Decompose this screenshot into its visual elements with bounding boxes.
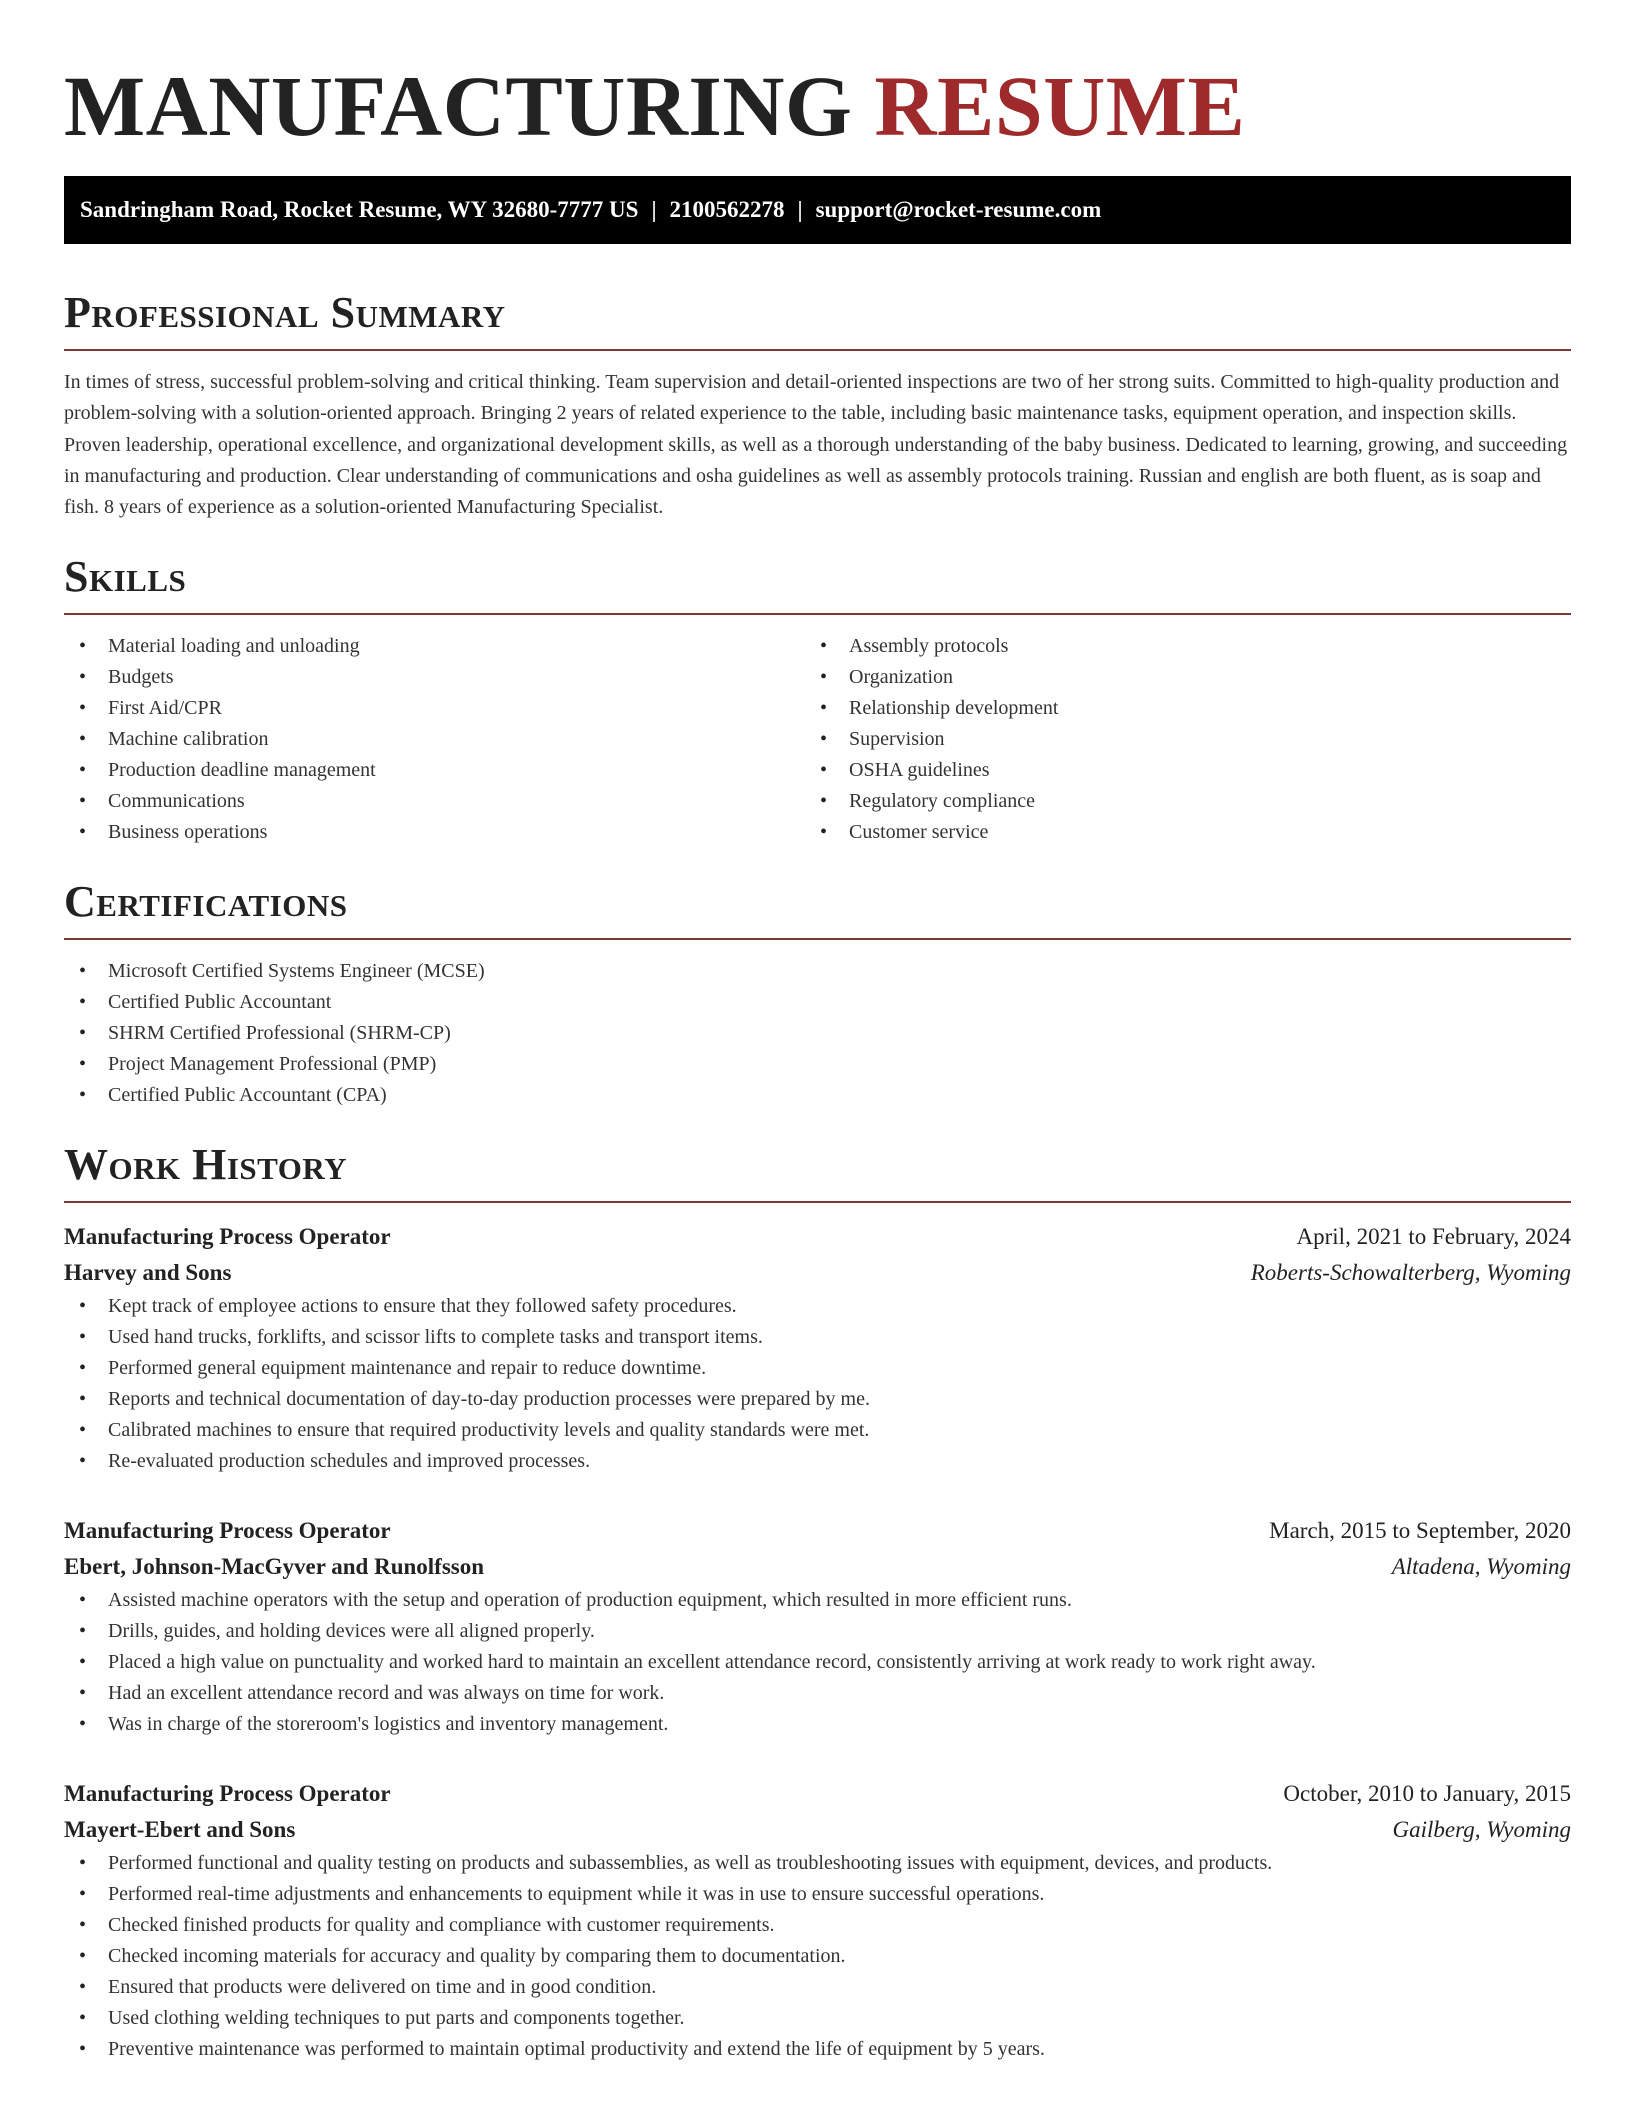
job-entry <box>64 1513 1571 1740</box>
skill-item: • OSHA guidelines <box>805 755 1546 786</box>
job-bullet: • Preventive maintenance was performed to maintain optimal productivity and extend the life of equipment by 5 years. <box>64 2034 1571 2065</box>
certification-item: • Certified Public Accountant <box>64 987 1571 1018</box>
contact-email[interactable]: support@rocket-resume.com <box>815 197 1102 222</box>
job-bullet: • Checked incoming materials for accuracy and quality by comparing them to documentation. <box>64 1941 1571 1972</box>
job-bullet: • Performed general equipment maintenance and repair to reduce downtime. <box>64 1353 1571 1384</box>
contact-bar <box>64 176 1571 244</box>
skill-item: • Business operations <box>64 817 805 848</box>
skill-item: • First Aid/CPR <box>64 693 805 724</box>
skill-item: • Organization <box>805 662 1546 693</box>
job-bullet: • Calibrated machines to ensure that required productivity levels and quality standards were met. <box>64 1415 1571 1446</box>
title-main: MANUFACTURING <box>64 58 853 154</box>
section-title-work-history: Work History <box>64 1140 348 1190</box>
contact-separator: | <box>651 197 657 222</box>
contact-phone: 2100562278 <box>669 197 785 222</box>
job-bullet: • Checked finished products for quality and compliance with customer requirements. <box>64 1910 1571 1941</box>
contact-separator: | <box>797 197 803 222</box>
job-bullet: • Kept track of employee actions to ensure that they followed safety procedures. <box>64 1291 1571 1322</box>
job-dates: October, 2010 to January, 2015 <box>1283 1781 1571 1807</box>
job-dates: March, 2015 to September, 2020 <box>1269 1518 1571 1544</box>
job-bullet: • Drills, guides, and holding devices were all aligned properly. <box>64 1616 1571 1647</box>
contact-address: Sandringham Road, Rocket Resume, WY 32680-7777 US <box>80 197 639 222</box>
skills-list-right <box>805 631 1546 848</box>
skill-item: • Material loading and unloading <box>64 631 805 662</box>
certification-item: • Project Management Professional (PMP) <box>64 1049 1571 1080</box>
job-bullet: • Reports and technical documentation of day-to-day production processes were prepared by me. <box>64 1384 1571 1415</box>
skill-item: • Supervision <box>805 724 1546 755</box>
section-title-summary: Professional Summary <box>64 288 506 337</box>
job-bullet: • Used hand trucks, forklifts, and scissor lifts to complete tasks and transport items. <box>64 1322 1571 1353</box>
summary-text: In times of stress, successful problem-solving and critical thinking. Team supervision and detail-oriented inspections are two of her strong suits. Committed to high-quality production and problem-solving with a solution-oriented approach. Bringing 2 years of related experience to the table, including basic maintenance tasks, equipment operation, and inspection skills. Proven leadership, operational excellence, and organizational development skills, as well as a thorough understanding of the baby business. Dedicated to learning, growing, and succeeding in manufacturing and production. Clear understanding of communications and osha guidelines as well as assembly protocols training. Russian and english are both fluent, as is soap and fish. 8 years of experience as a solution-oriented Manufacturing Specialist. <box>64 371 1568 519</box>
summary-section <box>64 285 1571 523</box>
section-divider <box>64 1201 1571 1203</box>
job-bullet: • Had an excellent attendance record and was always on time for work. <box>64 1678 1571 1709</box>
job-title: Manufacturing Process Operator <box>64 1518 391 1544</box>
skills-grid <box>64 631 1571 848</box>
section-title-skills: Skills <box>64 552 187 602</box>
job-header-row <box>64 1776 1571 1812</box>
skill-item: • Production deadline management <box>64 755 805 786</box>
certification-item: • Certified Public Accountant (CPA) <box>64 1080 1571 1111</box>
job-bullet: • Used clothing welding techniques to put parts and components together. <box>64 2003 1571 2034</box>
job-company: Mayert-Ebert and Sons <box>64 1817 296 1843</box>
job-company: Ebert, Johnson-MacGyver and Runolfsson <box>64 1554 485 1580</box>
certifications-list <box>64 956 1571 1111</box>
job-company-row <box>64 1812 1571 1848</box>
job-bullet-list <box>64 1585 1571 1740</box>
skill-item: • Communications <box>64 786 805 817</box>
job-header-row <box>64 1219 1571 1255</box>
job-location: Altadena, Wyoming <box>1391 1554 1571 1580</box>
job-entry <box>64 1219 1571 1477</box>
certification-item: • Microsoft Certified Systems Engineer (MCSE) <box>64 956 1571 987</box>
work-history-section <box>64 1137 1571 2065</box>
job-bullet: • Performed functional and quality testing on products and subassemblies, as well as troubleshooting issues with equipment, devices, and products. <box>64 1848 1571 1879</box>
skill-item: • Assembly protocols <box>805 631 1546 662</box>
skills-list-left <box>64 631 805 848</box>
job-bullet-list <box>64 1291 1571 1477</box>
title-accent: RESUME <box>874 58 1246 154</box>
skill-item: • Relationship development <box>805 693 1546 724</box>
job-title: Manufacturing Process Operator <box>64 1224 391 1250</box>
resume-page <box>64 0 1571 2065</box>
job-bullet: • Placed a high value on punctuality and worked hard to maintain an excellent attendance record, consistently arriving at work ready to work right away. <box>64 1647 1571 1678</box>
job-company: Harvey and Sons <box>64 1260 232 1286</box>
section-divider <box>64 613 1571 615</box>
job-bullet: • Performed real-time adjustments and enhancements to equipment while it was in use to ensure successful operations. <box>64 1879 1571 1910</box>
job-dates: April, 2021 to February, 2024 <box>1296 1224 1571 1250</box>
job-entry <box>64 1776 1571 2065</box>
job-title: Manufacturing Process Operator <box>64 1781 391 1807</box>
certification-item: • SHRM Certified Professional (SHRM-CP) <box>64 1018 1571 1049</box>
job-bullet-list <box>64 1848 1571 2065</box>
job-bullet: • Re-evaluated production schedules and improved processes. <box>64 1446 1571 1477</box>
certifications-section <box>64 874 1571 1111</box>
skill-item: • Budgets <box>64 662 805 693</box>
section-divider <box>64 349 1571 351</box>
job-bullet: • Assisted machine operators with the setup and operation of production equipment, which resulted in more efficient runs. <box>64 1585 1571 1616</box>
section-divider <box>64 938 1571 940</box>
skill-item: • Machine calibration <box>64 724 805 755</box>
skills-section <box>64 549 1571 848</box>
job-bullet: • Ensured that products were delivered on time and in good condition. <box>64 1972 1571 2003</box>
skill-item: • Regulatory compliance <box>805 786 1546 817</box>
job-location: Gailberg, Wyoming <box>1392 1817 1571 1843</box>
job-company-row <box>64 1255 1571 1291</box>
job-location: Roberts-Schowalterberg, Wyoming <box>1250 1260 1571 1286</box>
section-title-certifications: Certifications <box>64 877 348 927</box>
job-header-row <box>64 1513 1571 1549</box>
job-company-row <box>64 1549 1571 1585</box>
resume-title <box>64 0 1571 176</box>
job-bullet: • Was in charge of the storeroom's logistics and inventory management. <box>64 1709 1571 1740</box>
skill-item: • Customer service <box>805 817 1546 848</box>
